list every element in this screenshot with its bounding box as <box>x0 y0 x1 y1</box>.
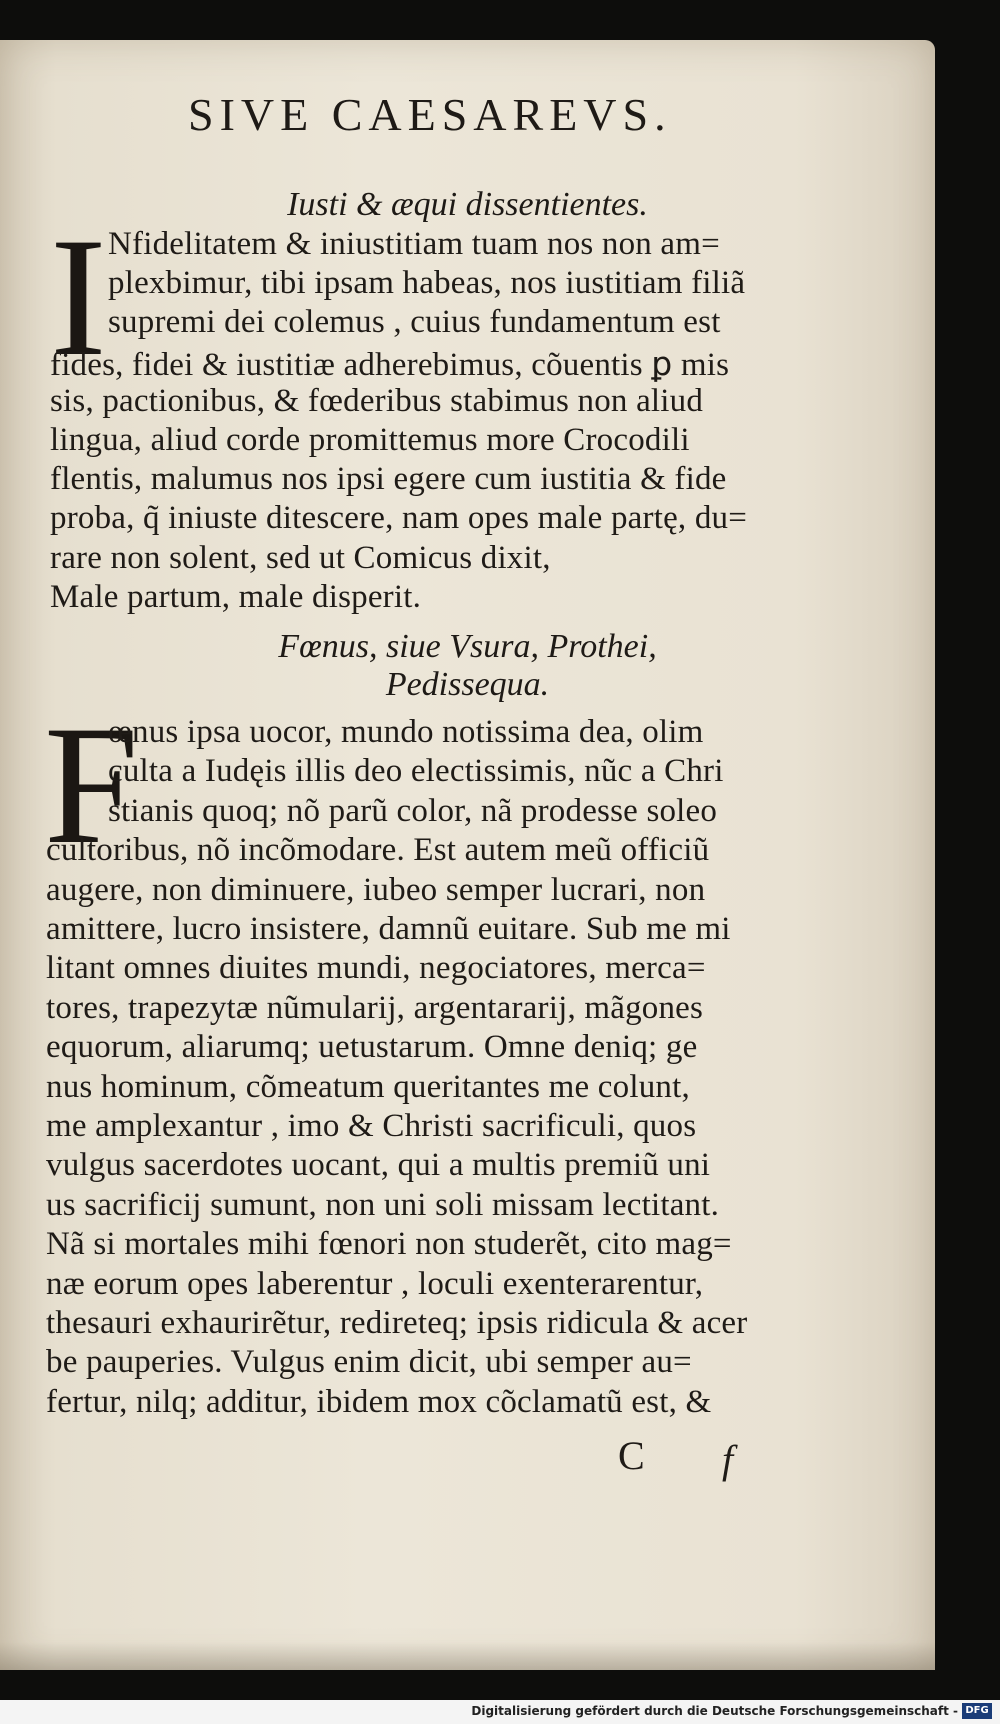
footer-credit: Digitalisierung gefördert durch die Deutsche Forschungsgemeinschaft - <box>471 1704 958 1718</box>
catchword: f <box>722 1437 734 1482</box>
section-1-line-1: Nfidelitatem & iniustitiam tuam nos non am= <box>108 226 720 262</box>
section-2-line-7: litant omnes diuites mundi, negociatores, merca= <box>46 950 706 987</box>
section-2-line-4: cultoribus, nõ incõmodare. Est autem meũ officiũ <box>46 832 710 869</box>
section-title-iusti: Iusti & æqui dissentientes. <box>287 186 648 223</box>
section-1-line-4: fides, fidei & iustitiæ adherebimus, cõuentis ꝑ mis <box>50 346 730 383</box>
section-1-line-10: Male partum, male disperit. <box>50 578 422 615</box>
section-1-line-6: lingua, aliud corde promittemus more Crocodili <box>50 422 690 458</box>
section-1-line-2: plexbimur, tibi ipsam habeas, nos iustitiam filiã <box>108 265 746 302</box>
section-2-line-2: culta a Iudęis illis deo electissimis, nũc a Chri <box>108 753 724 790</box>
section-1-line-7: flentis, malumus nos ipsi egere cum iustitia & fide <box>50 461 727 498</box>
section-2-line-16: thesauri exhaurirẽtur, redireteq; ipsis ridicula & acer <box>46 1305 748 1341</box>
section-2-line-5: augere, non diminuere, iubeo semper lucrari, non <box>46 871 706 908</box>
section-2-line-1: œnus ipsa uocor, mundo notissima dea, olim <box>108 714 704 750</box>
section-2-line-17: be pauperies. Vulgus enim dicit, ubi semper au= <box>46 1344 692 1381</box>
running-head: SIVE CAESAREVS. <box>188 89 672 140</box>
section-2-line-9: equorum, aliarumq; uetustarum. Omne deniq; ge <box>46 1029 698 1066</box>
section-1-line-3: supremi dei colemus , cuius fundamentum est <box>108 304 721 341</box>
section-title-foenus-line1: Fœnus, siue Vsura, Prothei, <box>278 628 657 665</box>
dfg-logo: DFG <box>962 1703 992 1719</box>
section-title-foenus-line2: Pedissequa. <box>385 666 550 703</box>
drop-cap-i: I <box>50 203 107 391</box>
section-2-line-3: stianis quoq; nõ parũ color, nã prodesse soleo <box>108 792 718 829</box>
section-2-line-18: fertur, nilq; additur, ibidem mox cõclamatũ est, & <box>46 1383 712 1420</box>
section-2-line-10: nus hominum, cõmeatum queritantes me colunt, <box>46 1068 690 1105</box>
section-1-line-8: proba, q̃ iniuste ditescere, nam opes male partę, du= <box>50 500 748 537</box>
section-2-line-13: us sacrificij sumunt, non uni soli missam lectitant. <box>46 1186 720 1223</box>
section-2-line-14: Nã si mortales mihi fœnori non studerẽt, cito mag= <box>46 1226 732 1263</box>
section-2-line-6: amittere, lucro insistere, damnũ euitare. Sub me mi <box>46 911 731 947</box>
drop-cap-f: F <box>44 691 139 879</box>
section-2-line-11: me amplexantur , imo & Christi sacrificuli, quos <box>46 1108 697 1144</box>
section-1-line-9: rare non solent, sed ut Comicus dixit, <box>50 539 551 576</box>
signature-mark: C <box>618 1433 645 1478</box>
section-2-line-12: vulgus sacerdotes uocant, qui a multis premiũ uni <box>46 1147 711 1184</box>
section-1-line-5: sis, pactionibus, & fœderibus stabimus non aliud <box>50 382 704 419</box>
section-2-line-8: tores, trapezytæ nũmularij, argentararij, mãgones <box>46 989 704 1026</box>
section-2-line-15: næ eorum opes laberentur , loculi exenterarentur, <box>46 1265 704 1302</box>
